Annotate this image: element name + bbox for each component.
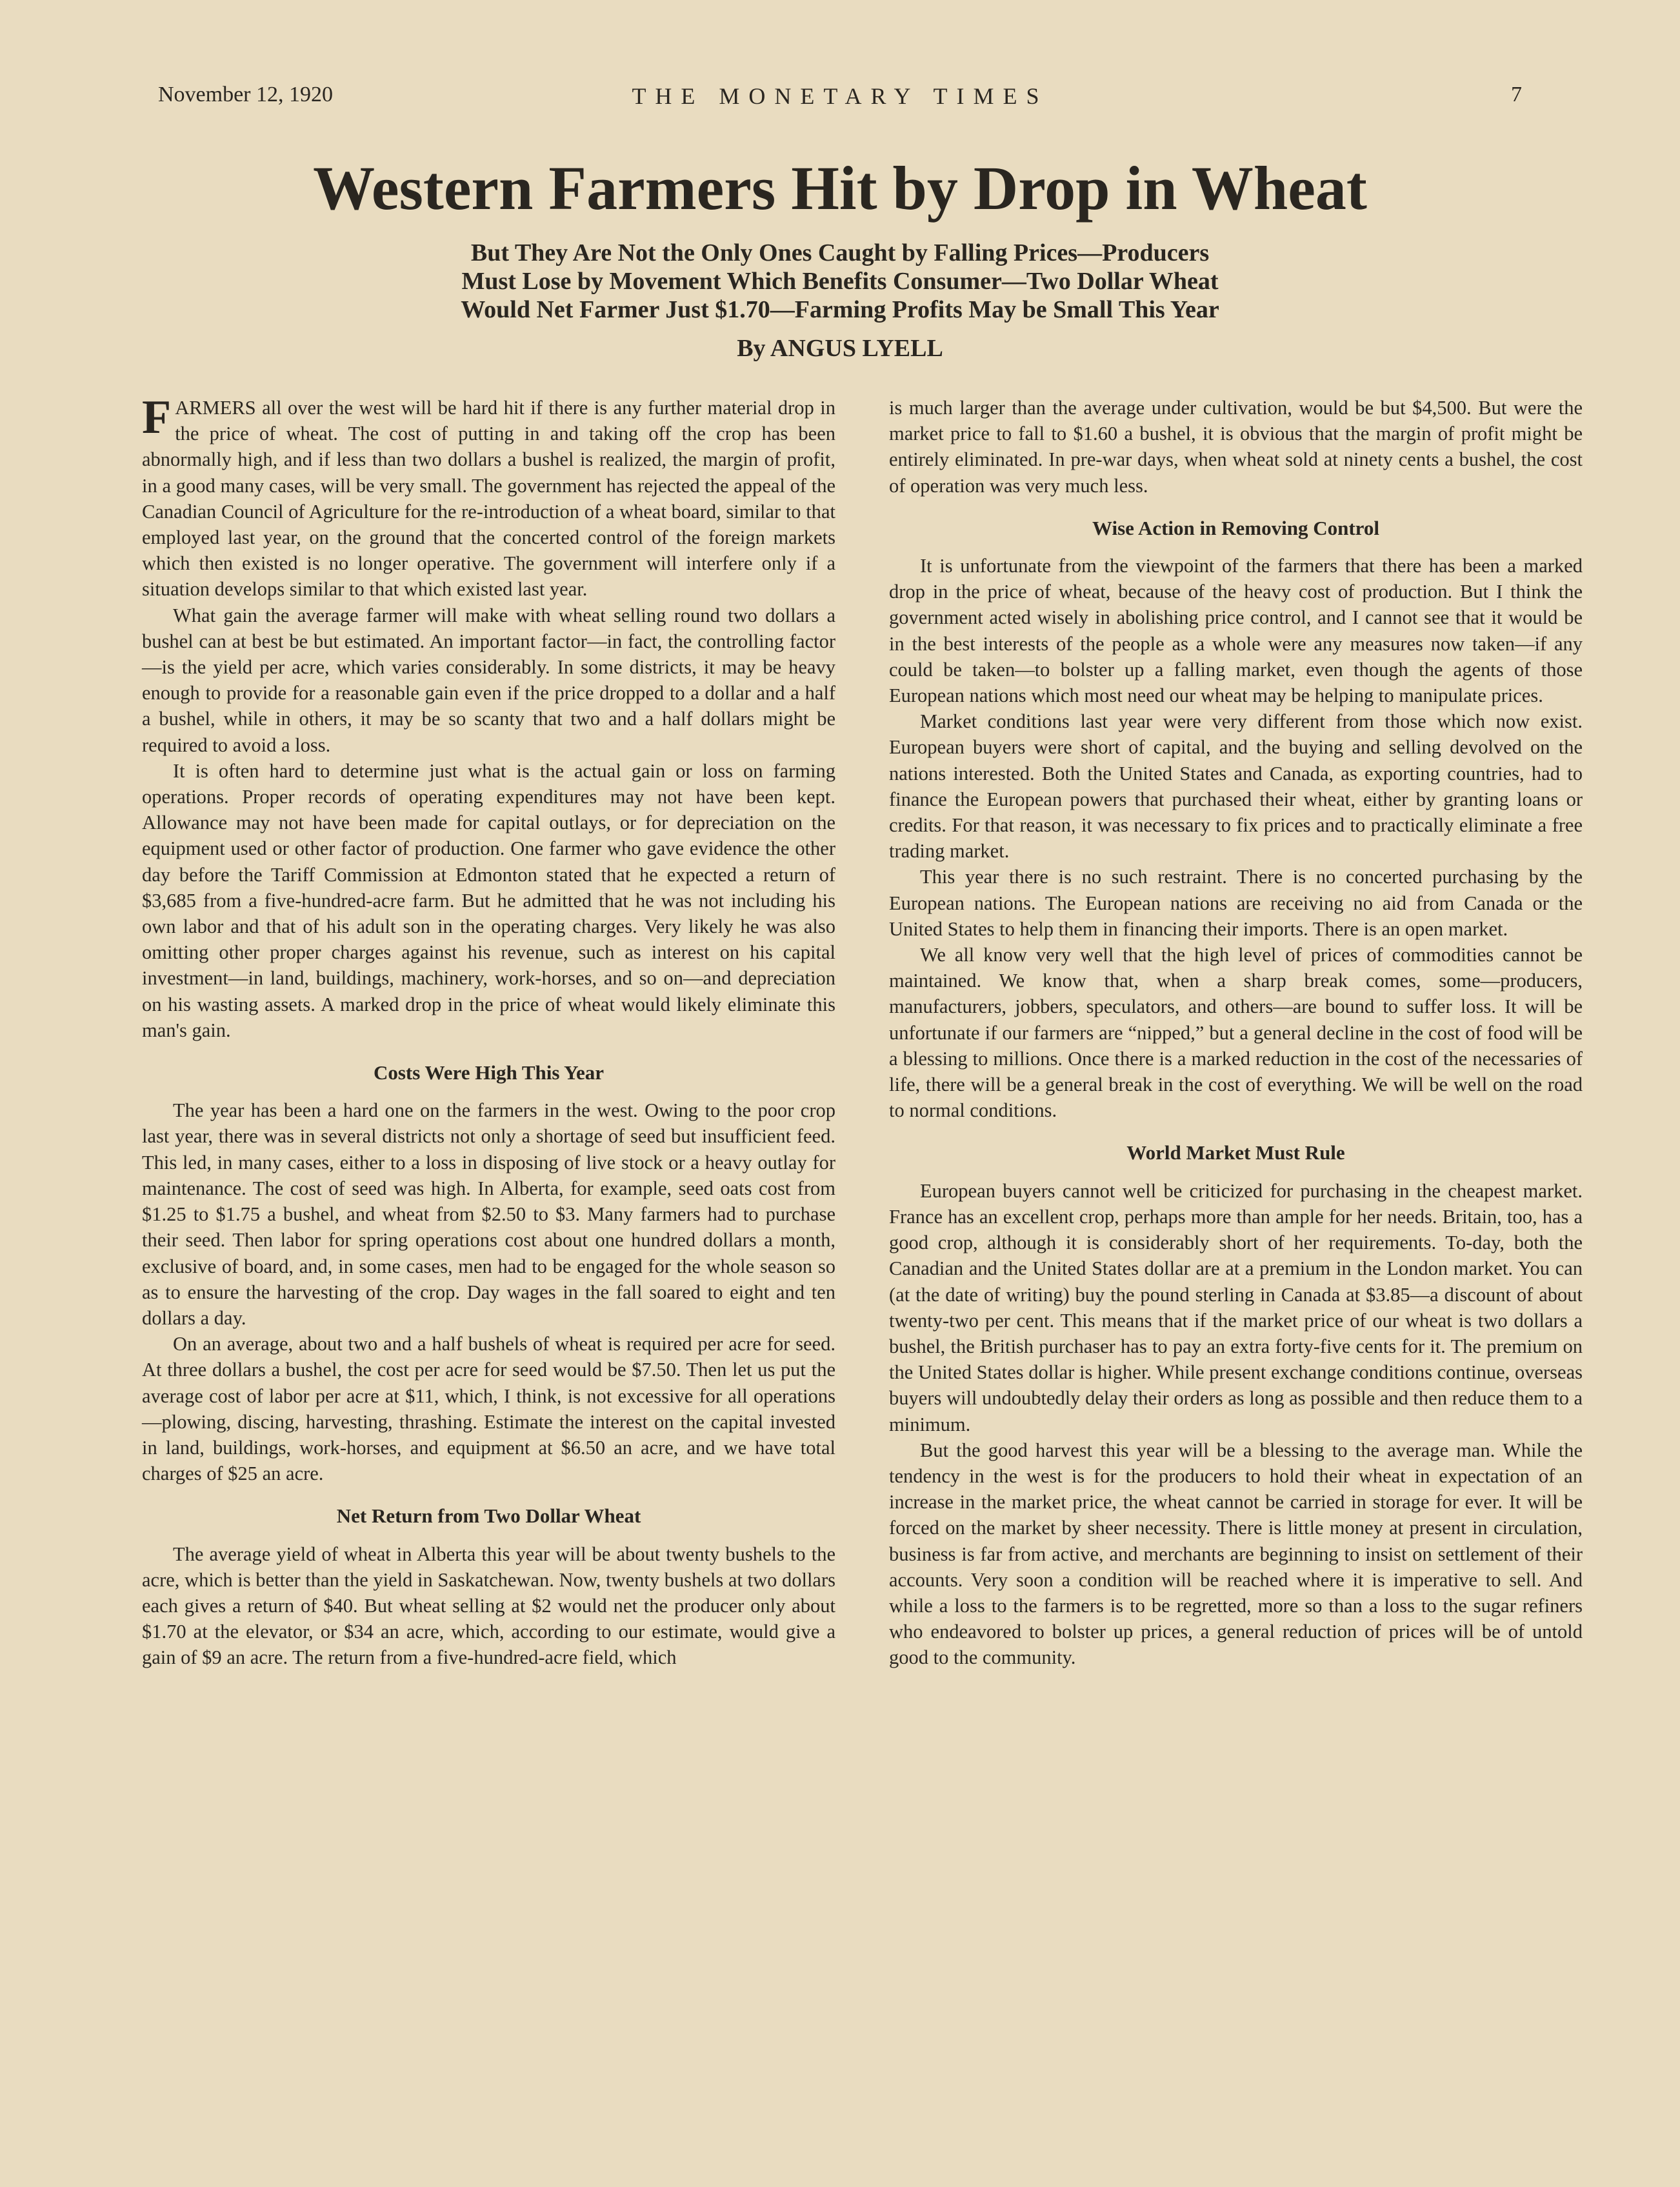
paragraph: It is unfortunate from the viewpoint of the farmers that there has been a marked drop in the price of wheat, because of the heavy cost of production. But I think the government acted wisely in abolishing price control, and I cannot see that it would be in the best interests of the people as a whole were any measures now taken—if any could be taken—to bolster up a falling market, even though the agents of those European nations which most need our wheat may be helping to manipulate prices. <box>889 555 1583 707</box>
section-subhead: World Market Must Rule <box>1126 1141 1345 1164</box>
section-subhead: Costs Were High This Year <box>373 1061 605 1084</box>
paragraph-text: ARMERS all over the west will be hard hit if there is any further material drop in the price of wheat. The cost of putting in and taking off the crop has been abnormally high, and if less than two dollars a bushel is realized, the margin of profit, in a good many cases, will be very small. The government has rejected the appeal of the Canadian Council of Agriculture for the re-introduction of a wheat board, similar to that employed last year, on the ground that the concerted control of the foreign markets which then existed is no longer operative. The government will interfere only if a situation develops similar to that which existed last year. <box>142 397 835 601</box>
paragraph: What gain the average farmer will make with wheat selling round two dollars a bushel can at best be but estimated. An important factor—in fact, the controlling factor—is the yield per acre, which varies considerably. In some districts, it may be heavy enough to provide for a reasonable gain even if the price dropped to a dollar and a half a bushel, while in others, it may be so scanty that two and a half dollars might be required to avoid a loss. <box>142 604 835 756</box>
section-subhead: Wise Action in Removing Control <box>1092 516 1379 539</box>
article-headline: Western Farmers Hit by Drop in Wheat <box>313 154 1367 223</box>
paragraph: The year has been a hard one on the farmers in the west. Owing to the poor crop last year, there was in several districts not only a shortage of seed but insufficient feed. This led, in many cases, either to a loss in disposing of live stock or a heavy outlay for maintenance. The cost of seed was high. In Alberta, for example, seed oats cost from $1.25 to $1.75 a bushel, and wheat from $2.50 to $3. Many farmers had to purchase their seed. Then labor for spring operations cost about one hundred dollars a month, exclusive of board, and, in some cases, men had to be engaged for the whole season so as to ensure the harvesting of the crop. Day wages in the fall soared to eight and ten dollars a day. <box>142 1099 835 1329</box>
deck-line: But They Are Not the Only Ones Caught by Falling Prices—Producers <box>470 239 1210 266</box>
paragraph: On an average, about two and a half bushels of wheat is required per acre for seed. At three dollars a bushel, the cost per acre for seed would be $7.50. Then let us put the average cost of labor per acre at $11, which, I think, is not excessive for all operations—plowing, discing, harvesting, thrashing. Estimate the interest on the capital invested in land, buildings, work-horses, and equipment at $6.50 an acre, and we have total charges of $25 an acre. <box>142 1333 835 1485</box>
paragraph <box>142 391 835 603</box>
drop-cap: F <box>142 391 172 444</box>
article-deck <box>323 239 1357 324</box>
paragraph: It is often hard to determine just what is the actual gain or loss on farming operations. Proper records of operating expenditures may not have been kept. Allowance may not have been made for capital outlays, or for depreciation on the equipment used or other factor of production. One farmer who gave evidence the other day before the Tariff Commission at Edmonton stated that he expected a return of $3,685 from a five-hundred-acre farm. But he admitted that he was not including his own labor and that of his adult son in the operating charges. Very likely he was also omitting other proper charges against his revenue, such as interest on his capital investment—in land, buildings, machinery, work-horses, and so on—and depreciation on his wasting assets. A marked drop in the price of wheat would likely eliminate this man's gain. <box>142 759 835 1041</box>
paragraph: European buyers cannot well be criticized for purchasing in the cheapest market. France has an excellent crop, perhaps more than ample for her needs. Britain, too, has a good crop, although it is considerably short of her requirements. To-day, both the Canadian and the United States dollar are at a premium in the London market. You can (at the date of writing) buy the pound sterling in Canada at $3.85—a discount of about twenty-two per cent. This means that if the market price of our wheat is two dollars a bushel, the British purchaser has to pay an extra forty-five cents for it. The premium on the United States dollar is higher. While present exchange conditions continue, overseas buyers will undoubtedly delay their orders as long as possible and then reduce them to a minimum. <box>889 1179 1583 1435</box>
byline: By ANGUS LYELL <box>737 335 943 362</box>
paragraph: The average yield of wheat in Alberta this year will be about twenty bushels to the acre, which is better than the yield in Saskatchewan. Now, twenty bushels at two dollars each gives a return of $40. But wheat selling at $2 would net the producer only about $1.70 at the elevator, or $34 an acre, which, according to our estimate, would give a gain of $9 an acre. The return from a five-hundred-acre field, which <box>142 1543 835 1669</box>
paragraph: We all know very well that the high level of prices of commodities cannot be maintained. We know that, when a sharp break comes, some—producers, manufacturers, jobbers, speculators, and others—are bound to suffer loss. It will be unfortunate if our farmers are “nipped,” but a general decline in the cost of food will be a blessing to millions. Once there is a marked reduction in the cost of the necessaries of life, there will be a general break in the cost of everything. We will be well on the road to normal conditions. <box>889 944 1583 1122</box>
journal-title: THE MONETARY TIMES <box>632 83 1048 109</box>
paragraph: But the good harvest this year will be a blessing to the average man. While the tendency in the west is for the producers to hold their wheat in expectation of an increase in the market price, the wheat cannot be carried in storage for ever. It will be forced on the market by sheer necessity. There is little money at present in circulation, business is far from active, and merchants are beginning to insist on settlement of their accounts. Very soon a condition will be reached where it is imperative to sell. And while a loss to the farmers is to be regretted, more so than a loss to the sugar refiners who endeavored to bolster up prices, a general reduction of prices will be of untold good to the community. <box>889 1439 1583 1669</box>
paragraph: This year there is no such restraint. There is no concerted purchasing by the European nations. The European nations are receiving no aid from Canada or the United States to help them in financing their imports. There is an open market. <box>889 866 1583 940</box>
paragraph: Market conditions last year were very different from those which now exist. European buyers were short of capital, and the buying and selling devolved on the nations interested. Both the United States and Canada, as exporting countries, had to finance the European powers that purchased their wheat, either by granting loans or credits. For that reason, it was necessary to fix prices and to practically eliminate a free trading market. <box>889 710 1583 863</box>
paragraph: is much larger than the average under cultivation, would be but $4,500. But were the market price to fall to $1.60 a bushel, it is obvious that the margin of profit might be entirely eliminated. In pre-war days, when wheat sold at ninety cents a bushel, the cost of operation was very much less. <box>889 397 1583 497</box>
deck-line: Must Lose by Movement Which Benefits Consumer—Two Dollar Wheat <box>461 268 1219 295</box>
section-subhead: Net Return from Two Dollar Wheat <box>336 1504 641 1528</box>
left-column <box>142 391 835 1671</box>
right-column <box>889 395 1583 1671</box>
deck-line: Would Net Farmer Just $1.70—Farming Profits May be Small This Year <box>461 296 1219 323</box>
issue-date: November 12, 1920 <box>158 83 334 106</box>
page-number: 7 <box>1511 83 1522 106</box>
running-head <box>158 83 1522 121</box>
